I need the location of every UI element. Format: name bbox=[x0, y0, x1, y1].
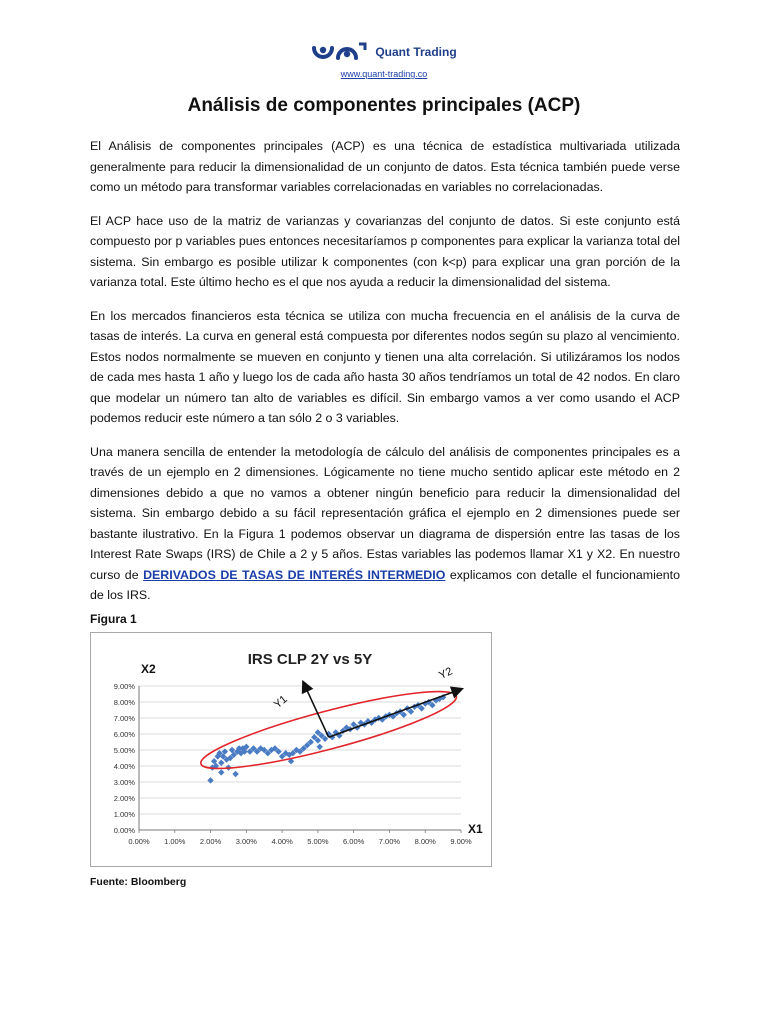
data-point bbox=[207, 777, 213, 783]
y-tick-label: 7.00% bbox=[113, 714, 135, 723]
y-tick-label: 1.00% bbox=[113, 810, 135, 819]
header-logo-row bbox=[0, 40, 768, 64]
paragraph-2: El ACP hace uso de la matriz de varianzas y covarianzas del conjunto de datos. Si este conjunto está compuesto por p variables pues entonces necesitaríamos p componentes para explicar la varianza total del sistema. Sin embargo es posible utilizar k componentes (con k<p) para explicar una gran porción de la varianza total. Este último hecho es el que nos ayuda a reducir la dimensionalidad del sistema. bbox=[90, 213, 680, 289]
x-tick-label: 5.00% bbox=[307, 837, 329, 846]
data-point bbox=[232, 771, 238, 777]
pca-overlay bbox=[196, 665, 461, 782]
data-point bbox=[218, 769, 224, 775]
x-tick-label: 9.00% bbox=[450, 837, 472, 846]
y-tick-label: 5.00% bbox=[113, 746, 135, 755]
paragraph-4 bbox=[90, 442, 680, 606]
x-axis-label: X1 bbox=[468, 822, 483, 836]
y-axis-label: X2 bbox=[141, 662, 156, 676]
scatter-chart-svg bbox=[91, 633, 491, 866]
x-tick-label: 4.00% bbox=[271, 837, 293, 846]
y-tick-label: 6.00% bbox=[113, 730, 135, 739]
document-body bbox=[90, 136, 680, 619]
website-link[interactable]: www.quant-trading.co bbox=[340, 69, 428, 79]
document-title: Análisis de componentes principales (ACP) bbox=[187, 95, 581, 116]
x-tick-label: 0.00% bbox=[128, 837, 150, 846]
paragraph-4-text-after: explicamos con detalle el funcionamiento de los IRS. bbox=[90, 567, 680, 602]
x-tick-label: 1.00% bbox=[164, 837, 186, 846]
quant-trading-logo-icon bbox=[311, 40, 369, 64]
y-tick-label: 4.00% bbox=[113, 762, 135, 771]
y1-axis-arrow bbox=[304, 683, 329, 737]
y-tick-label: 2.00% bbox=[113, 794, 135, 803]
course-link[interactable]: DERIVADOS DE TASAS DE INTERÉS INTERMEDIO bbox=[143, 567, 446, 582]
data-point bbox=[316, 744, 322, 750]
x-tick-label: 3.00% bbox=[235, 837, 257, 846]
x-tick-label: 2.00% bbox=[199, 837, 222, 846]
paragraph-4-text-before: Una manera sencilla de entender la metodología de cálculo del análisis de componentes principales es a través de un ejemplo en 2 dimensiones. Lógicamente no tiene mucho sentido aplicar este método en 2 dimensiones debido a que no vamos a obtener ningún beneficio para reducir la dimensionalidad del sistema. Sin embargo debido a su fácil representación gráfica el ejemplo en 2 dimensiones puede ser bastante ilustrativo. En la Figura 1 podemos observar un diagrama de dispersión entre las tasas de los Interest Rate Swaps (IRS) de Chile a 2 y 5 años. Estas variables las podemos llamar X1 y X2. En nuestro curso de bbox=[90, 444, 680, 582]
paragraph-1: El Análisis de componentes principales (ACP) es una técnica de estadística multivariada utilizada generalmente para reducir la dimensionalidad de un conjunto de datos. Esta técnica también puede verse como un método para transformar variables correlacionadas en variables no correlacionadas. bbox=[90, 139, 680, 194]
x-tick-label: 6.00% bbox=[343, 837, 365, 846]
y1-label: Y1 bbox=[271, 693, 290, 712]
y-tick-label: 8.00% bbox=[113, 698, 135, 707]
brand-logo[interactable] bbox=[311, 40, 456, 64]
chart-title: IRS CLP 2Y vs 5Y bbox=[247, 651, 373, 668]
pca-ellipse bbox=[196, 678, 461, 782]
scatter-chart bbox=[90, 632, 492, 867]
brand-name: Quant Trading bbox=[375, 45, 457, 59]
data-point bbox=[218, 760, 224, 766]
figure-source: Fuente: Bloomberg bbox=[90, 876, 187, 888]
x-tick-label: 7.00% bbox=[378, 837, 401, 846]
figure-label: Figura 1 bbox=[90, 612, 137, 626]
y-tick-label: 0.00% bbox=[113, 826, 135, 835]
y-tick-label: 9.00% bbox=[113, 682, 135, 691]
paragraph-3: En los mercados financieros esta técnica se utiliza con mucha frecuencia en el análisis de la curva de tasas de interés. La curva en general está compuesta por diferentes nodos según su plazo al vencimiento. Estos nodos normalmente se mueven en conjunto y tienen una alta correlación. Si utilizáramos los nodos de cada mes hasta 1 año y luego los de cada año hasta 30 años tendríamos un total de 42 nodos. En claro que modelar un número tan alto de variables es difícil. Sin embargo vamos a ver como usando el ACP podemos reducir este número a tan sólo 2 o 3 variables. bbox=[90, 308, 680, 425]
y-tick-label: 3.00% bbox=[113, 778, 135, 787]
y2-label: Y2 bbox=[437, 665, 455, 682]
x-tick-label: 8.00% bbox=[414, 837, 436, 846]
